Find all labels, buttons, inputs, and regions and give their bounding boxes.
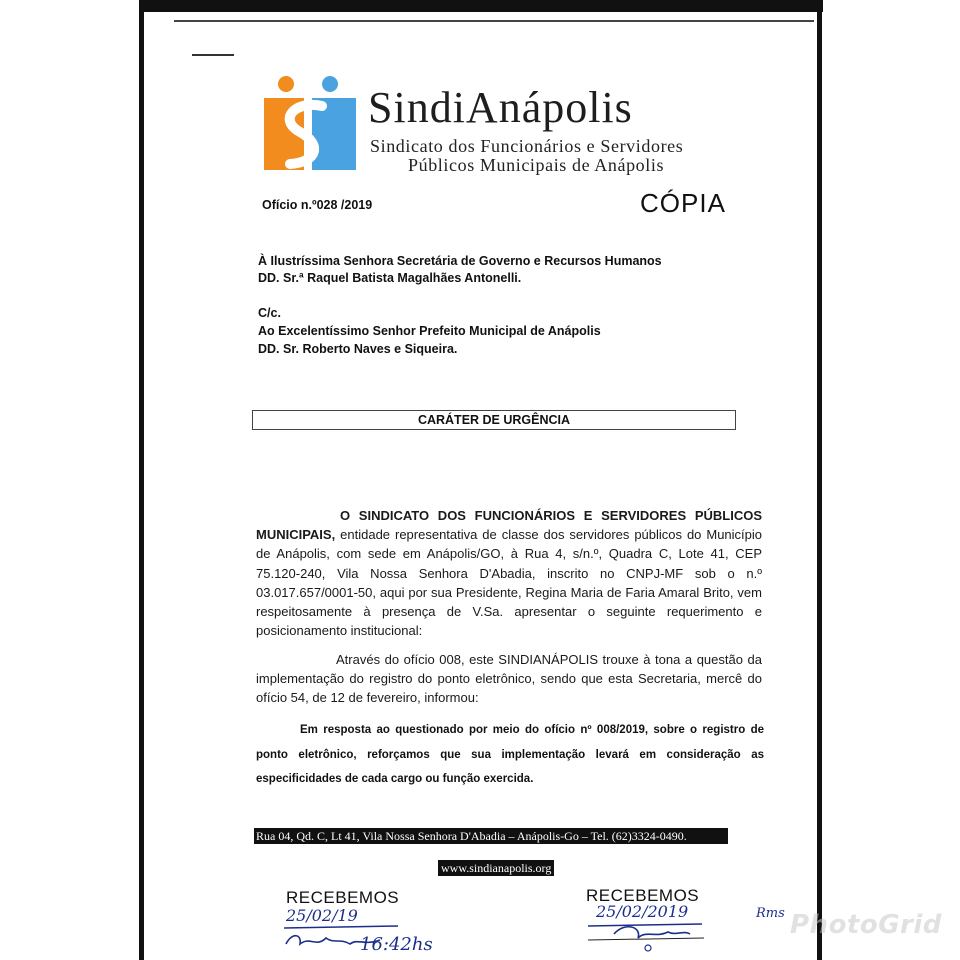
addressee-line1: À Ilustríssima Senhora Secretária de Governo e Recursos Humanos	[258, 254, 662, 268]
oficio-number: Ofício n.º028 /2019	[262, 198, 373, 212]
brand-subtitle-line1: Sindicato dos Funcionários e Servidores	[370, 136, 684, 156]
paragraph-1-text: entidade representativa de classe dos servidores públicos do Município de Anápolis, com sede em Anápolis/GO, à Rua 4, s/n.º, Quadra C, Lote 41, CEP 75.120-240, Vila Nossa Senhora D'Abadia, inscrito no CNPJ-MF sob o n.º 03.017.657/0001-50, aqui por sua Presidente, Regina Maria de Faria Amaral Brito, vem respeitosamente à presença de V.Sa. apresentar o seguinte requerimento e posicionamento institucional:	[256, 527, 762, 639]
photogrid-watermark: PhotoGrid	[790, 910, 942, 940]
received-date-right: 25/02/2019	[596, 902, 689, 921]
paragraph-1	[256, 506, 762, 640]
urgency-box	[252, 410, 736, 430]
scanned-page	[144, 12, 817, 960]
sindianapolis-logo-icon	[260, 76, 360, 174]
top-rule	[174, 20, 814, 22]
received-stamp-left: RECEBEMOS	[286, 888, 400, 907]
union-name: O SINDICATO DOS FUNCIONÁRIOS E SERVIDORES PÚBLICOS MUNICIPAIS,	[256, 508, 762, 543]
initials-right: Rms	[756, 906, 785, 921]
copy-stamp: CÓPIA	[640, 188, 726, 218]
addressee-line4: DD. Sr. Roberto Naves e Siqueira.	[258, 342, 458, 356]
scan-border-top	[139, 0, 823, 12]
quoted-response	[256, 718, 764, 792]
brand-subtitle-line2: Públicos Municipais de Anápolis	[408, 155, 665, 175]
brand-name: SindiAnápolis	[368, 83, 633, 132]
pen-mark	[192, 54, 234, 56]
received-time-left: 16:42hs	[360, 934, 433, 955]
paragraph-2	[256, 650, 762, 708]
urgency-label: CARÁTER DE URGÊNCIA	[417, 413, 571, 427]
received-stamp-right: RECEBEMOS	[586, 886, 700, 905]
outer-margin	[0, 0, 140, 960]
received-date-left: 25/02/19	[286, 906, 358, 925]
footer-website: www.sindianapolis.org	[438, 860, 554, 876]
quoted-response-text: Em resposta ao questionado por meio do ofício nº 008/2019, sobre o registro de ponto eletrônico, reforçamos que sua implementação levará em consideração as especificidades de cada cargo ou função exercida.	[256, 724, 764, 785]
addressee-line3: Ao Excelentíssimo Senhor Prefeito Municipal de Anápolis	[258, 324, 601, 338]
signature-right-icon	[584, 904, 714, 952]
scan-border-right	[817, 0, 822, 960]
cc-label: C/c.	[258, 306, 281, 320]
paragraph-2-text: Através do ofício 008, este SINDIANÁPOLIS trouxe à tona a questão da implementação do registro do ponto eletrônico, sendo que esta Secretaria, mercê do ofício 54, de 12 de fevereiro, informou:	[256, 652, 762, 706]
addressee-line2: DD. Sr.ª Raquel Batista Magalhães Antonelli.	[258, 271, 522, 285]
footer-address: Rua 04, Qd. C, Lt 41, Vila Nossa Senhora D'Abadia – Anápolis-Go – Tel. (62)3324-0490.	[254, 828, 728, 844]
